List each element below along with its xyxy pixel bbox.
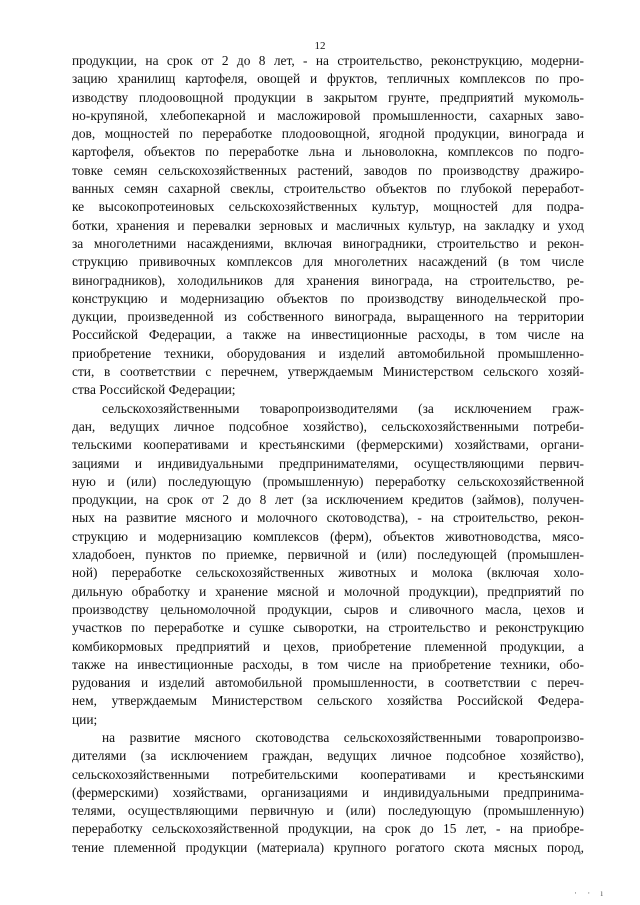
text-line: зациями и индивидуальными предпринимателями, осуществляющими первич- bbox=[72, 455, 584, 471]
text-line: ции; bbox=[72, 711, 98, 727]
text-line: тельскими кооперативами и крестьянскими (фермерскими) хозяйствами, органи- bbox=[72, 437, 584, 453]
text-line: струкцию прививочных комплексов для многолетних насаждений (в том числе bbox=[72, 254, 584, 270]
document-body bbox=[72, 52, 584, 857]
text-line: на развитие мясного скотоводства сельскохозяйственными товаропроизво- bbox=[102, 729, 584, 745]
page-number: 12 bbox=[314, 40, 326, 52]
text-line: дильную обработку и хранение мясной и молочной продукции), предприятий по bbox=[72, 583, 584, 599]
text-line: но-крупяной, хлебопекарной и масложировой промышленности, сахарных заво- bbox=[72, 107, 584, 123]
text-line: ную и (или) последующую (промышленную) переработку сельскохозяйственной bbox=[72, 473, 584, 489]
text-line: зацию хранилищ картофеля, овощей и фруктов, тепличных комплексов по про- bbox=[72, 71, 584, 87]
paragraph bbox=[72, 400, 584, 729]
text-line: сти, в соответствии с перечнем, утверждаемым Министерством сельского хозяй- bbox=[72, 364, 584, 380]
text-line: ной) переработке сельскохозяйственных животных и молока (включая холо- bbox=[72, 565, 584, 581]
text-line: дукции, произведенной из собственного винограда, выращенного на территории bbox=[72, 309, 584, 325]
text-line: приобретение техники, оборудования и изделий автомобильной промышленно- bbox=[72, 345, 584, 361]
text-line: сельскохозяйственными потребительскими кооперативами и крестьянскими bbox=[72, 766, 584, 782]
text-line: рудования и изделий автомобильной промышленности, в соответствии с переч- bbox=[72, 675, 584, 691]
text-line: участков по переработке и сушке сыворотки, на строительство и реконструкцию bbox=[72, 620, 584, 636]
text-line: телями, осуществляющими первичную и (или) последующую (промышленную) bbox=[72, 803, 584, 819]
text-line: дов, мощностей по переработке плодоовощной, ягодной продукции, винограда и bbox=[72, 126, 584, 142]
text-line: переработку сельскохозяйственной продукции, на срок до 15 лет, - на приобре- bbox=[72, 821, 584, 837]
text-line: ванных семян сахарной свеклы, строительство объектов по глубокой переработ- bbox=[72, 181, 584, 197]
text-line: струкцию и модернизацию комплексов (ферм), объектов животноводства, мясо- bbox=[72, 528, 584, 544]
paragraph bbox=[72, 52, 584, 400]
text-line: ства Российской Федерации; bbox=[72, 382, 236, 398]
text-line: виноградников), холодильников для хранения винограда, на строительство, ре- bbox=[72, 272, 584, 288]
text-line: за многолетними насаждениями, включая виноградники, строительство и рекон- bbox=[72, 235, 584, 251]
scan-artifact-marks: · · ı bbox=[574, 888, 607, 898]
text-line: комбикормовых предприятий и цехов, приобретение племенной продукции, а bbox=[72, 638, 584, 654]
text-line: товке семян сельскохозяйственных растений, заводов по производству дражиро- bbox=[72, 162, 584, 178]
text-line: ных на развитие мясного и молочного скотоводства), - на строительство, рекон- bbox=[72, 510, 584, 526]
text-line: дителями (за исключением граждан, ведущих личное подсобное хозяйство), bbox=[72, 748, 584, 764]
text-line: изводству плодоовощной продукции в закрытом грунте, предприятий мукомоль- bbox=[72, 89, 584, 105]
text-line: ке высокопротеиновых сельскохозяйственных культур, мощностей для подра- bbox=[72, 199, 584, 215]
text-line: также на инвестиционные расходы, в том числе на приобретение техники, обо- bbox=[72, 656, 584, 672]
text-line: картофеля, объектов по переработке льна и льноволокна, комплексов по подго- bbox=[72, 144, 584, 160]
paragraph bbox=[72, 729, 584, 857]
text-line: дан, ведущих личное подсобное хозяйство), сельскохозяйственными потреби- bbox=[72, 418, 584, 434]
text-line: нем, утверждаемым Министерством сельского хозяйства Российской Федера- bbox=[72, 693, 584, 709]
text-line: тение племенной продукции (материала) крупного рогатого скота мясных пород, bbox=[72, 839, 584, 855]
text-line: ботки, хранения и перевалки зерновых и масличных культур, на закладку и уход bbox=[72, 217, 584, 233]
text-line: хладобоен, пунктов по приемке, первичной и (или) последующей (промышлен- bbox=[72, 547, 584, 563]
text-line: конструкцию и модернизацию объектов по производству винодельческой про- bbox=[72, 290, 584, 306]
text-line: (фермерскими) хозяйствами, организациями и индивидуальными предпринима- bbox=[72, 784, 584, 800]
text-line: продукции, на срок от 2 до 8 лет (за исключением кредитов (займов), получен- bbox=[72, 492, 584, 508]
text-line: сельскохозяйственными товаропроизводителями (за исключением граж- bbox=[102, 400, 584, 416]
text-line: производству цельномолочной продукции, сыров и сливочного масла, цехов и bbox=[72, 601, 584, 617]
text-line: Российской Федерации, а также на инвестиционные расходы, в том числе на bbox=[72, 327, 584, 343]
text-line: продукции, на срок от 2 до 8 лет, - на строительство, реконструкцию, модерни- bbox=[72, 53, 584, 68]
